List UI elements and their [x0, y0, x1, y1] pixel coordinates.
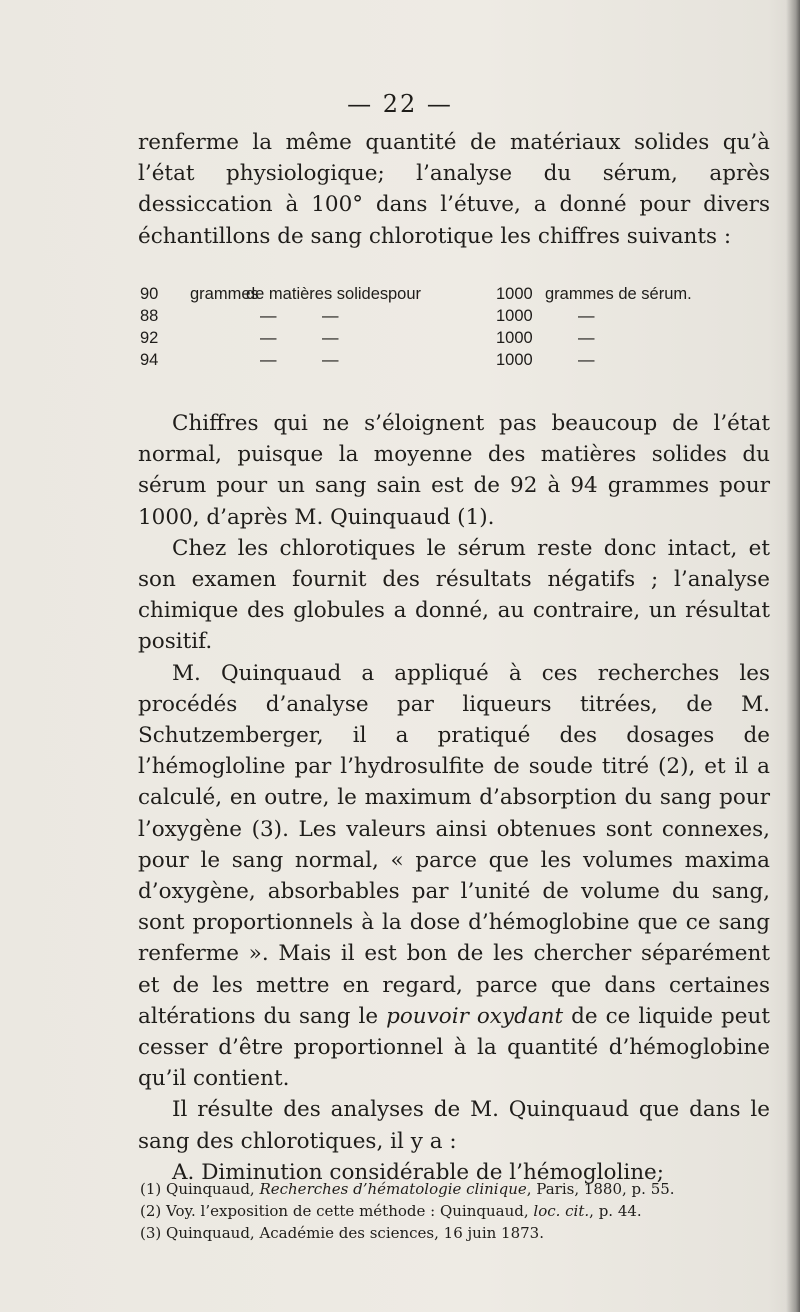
serum-solids-table	[140, 283, 760, 371]
ditto-mark: —	[322, 329, 339, 347]
ditto-mark: —	[260, 351, 277, 369]
paragraph-4-text-a: M. Quinquaud a appliqué à ces recherches les procédés d’analyse par liqueurs titrées, de M. Schutzemberger, il a pratiqué des dosages de l’hémogloline par l’hydrosulfite de soude titré (2), et il a calculé, en outre, le maximum d’absorption du sang pour l’oxygène (3). Les valeurs ainsi obtenues sont connexes, pour le sang normal, « parce que les volumes maxima d’oxygène, absorbables par l’unité de volume du sang, sont proportionnels à la dose d’hémoglobine que ce sang renferme ». Mais il est bon de les chercher séparément et de les mettre en regard, parce que dans certaines altérations du sang le	[138, 660, 770, 1029]
paragraph-4	[138, 658, 770, 1095]
unit-label: grammes	[190, 285, 259, 303]
ditto-mark: —	[578, 329, 595, 347]
basis-value: 1000	[496, 285, 533, 303]
footnote-text: Quinquaud, Académie des sciences, 16 juin 1873.	[166, 1224, 544, 1242]
paragraph-1: renferme la même quantité de matériaux solides qu’à l’état physiologique; l’analyse du sérum, après dessiccation à 100° dans l’étuve, a donné pour divers échantillons de sang chlorotique les chiffres suivants :	[138, 130, 770, 249]
footnote-text: Quinquaud,	[166, 1180, 260, 1198]
footnote	[140, 1200, 770, 1222]
footnote-mark: (3)	[140, 1224, 162, 1242]
basis-value: 1000	[496, 329, 533, 347]
ditto-mark: —	[578, 307, 595, 325]
ditto-mark: —	[322, 351, 339, 369]
paragraph-4-text-b: de ce liquide peut cesser d’être proportionnel à la quantité d’hémoglobine qu’il contient.	[138, 1003, 770, 1092]
footnote-title: loc. cit.	[533, 1202, 590, 1220]
paragraph-intro	[138, 127, 770, 252]
ditto-mark: —	[322, 307, 339, 325]
ditto-mark: —	[260, 307, 277, 325]
of-label: de matières solides	[246, 285, 389, 303]
table-row	[140, 349, 760, 371]
footnote	[140, 1178, 770, 1200]
solids-value: 90	[140, 285, 159, 303]
footnote-title: Recherches d’hématologie clinique	[259, 1180, 527, 1198]
ditto-mark: —	[578, 351, 595, 369]
footnote-text: , Paris, 1880, p. 55.	[526, 1180, 675, 1198]
paragraph-3: Chez les chlorotiques le sérum reste donc intact, et son examen fournit des résultats négatifs ; l’analyse chimique des globules a donné, au contraire, un résultat positif.	[138, 535, 770, 655]
pour-label: pour	[388, 285, 422, 303]
solids-value: 94	[140, 351, 159, 369]
basis-value: 1000	[496, 307, 533, 325]
page-edge-shadow	[786, 0, 800, 1312]
solids-value: 92	[140, 329, 159, 347]
rest-label: grammes de sérum.	[545, 285, 692, 303]
footnote-text: Voy. l’exposition de cette méthode : Quinquaud,	[166, 1202, 534, 1220]
footnotes	[140, 1178, 770, 1244]
paragraph-5: Il résulte des analyses de M. Quinquaud que dans le sang des chlorotiques, il y a :	[138, 1097, 770, 1154]
table-row	[140, 327, 760, 349]
paragraph-6: A. Diminution considérable de l’hémogloline;	[172, 1159, 665, 1185]
ditto-mark: —	[260, 329, 277, 347]
footnote-text: , p. 44.	[589, 1202, 642, 1220]
paragraph-2: Chiffres qui ne s’éloignent pas beaucoup de l’état normal, puisque la moyenne des matières solides du sérum pour un sang sain est de 92 à 94 grammes pour 1000, d’après M. Quinquaud (1).	[138, 411, 770, 530]
main-text	[138, 408, 770, 1188]
footnote-mark: (1)	[140, 1180, 162, 1198]
table-row	[140, 305, 760, 327]
solids-value: 88	[140, 307, 159, 325]
footnote-mark: (2)	[140, 1202, 162, 1220]
basis-value: 1000	[496, 351, 533, 369]
page-number: — 22 —	[347, 90, 453, 118]
table-row	[140, 283, 760, 305]
footnote	[140, 1222, 770, 1244]
paragraph-4-emphasis: pouvoir oxydant	[386, 1003, 564, 1029]
